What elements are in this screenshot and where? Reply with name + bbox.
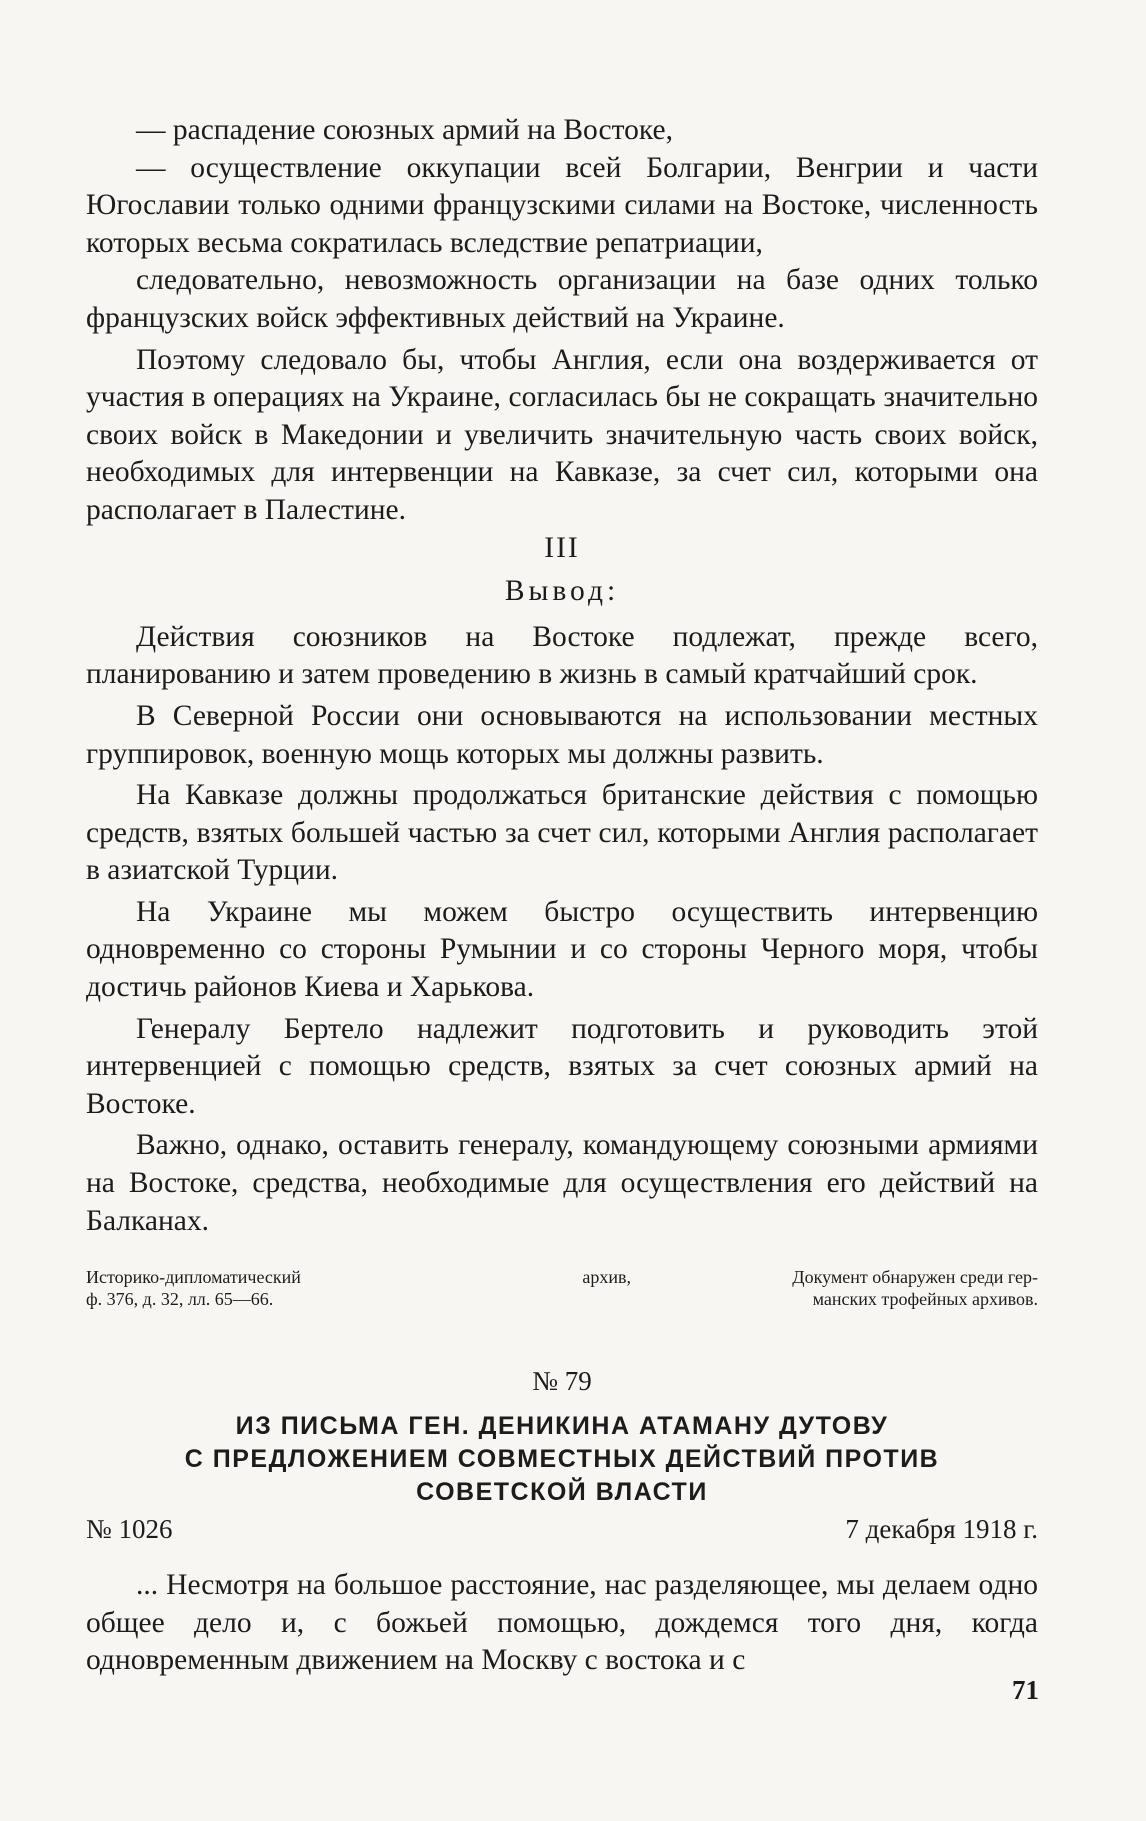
document-title-line-2: С ПРЕДЛОЖЕНИЕМ СОВМЕСТНЫХ ДЕЙСТВИЙ ПРОТИВ xyxy=(184,1445,940,1474)
archive-folio: ф. 376, д. 32, лл. 65—66. xyxy=(86,1289,274,1310)
source-citation xyxy=(86,1266,1038,1310)
provenance-line-2: манских трофейных архивов. xyxy=(812,1289,1038,1310)
paragraph-4: Поэтому следовало бы, чтобы Англия, если она воздерживается от участия в операциях на Украине, согласилась бы не сокращать значительно своих войск в Македонии и увеличить значительную часть своих войск, необходимых для интервенции на Кавказе, за счет сил, которыми она располагает в Палестине. xyxy=(86,343,1038,526)
paragraph-8: На Украине мы можем быстро осуществить интервенцию одновременно со стороны Румынии и со стороны Черного моря, чтобы достичь районов Киева и Харькова. xyxy=(86,895,1038,1004)
provenance-line-1: Документ обнаружен среди гер- xyxy=(792,1267,1038,1288)
document-provenance xyxy=(668,1266,1038,1310)
paragraph-1: — распадение союзных армий на Востоке, xyxy=(136,114,673,146)
document-title xyxy=(86,1410,1038,1509)
paragraph-7: На Кавказе должны продолжаться британские действия с помощью средств, взятых большей частью за счет сил, которыми Англия располагает в азиатской Турции. xyxy=(86,779,1038,887)
paragraph-3: следовательно, невозможность организации на базе одних только французских войск эффективных действий на Украине. xyxy=(86,264,1038,334)
archive-reference xyxy=(86,1266,631,1310)
page-number: 71 xyxy=(1012,1675,1039,1705)
paragraph-5: Действия союзников на Востоке подлежат, прежде всего, планированию и затем проведению в жизнь в самый кратчайший срок. xyxy=(86,620,1038,691)
document-title-line-3: СОВЕТСКОЙ ВЛАСТИ xyxy=(416,1478,708,1507)
document-number: № 79 xyxy=(532,1366,592,1397)
letter-paragraph: ... Несмотря на большое расстояние, нас разделяющее, мы делаем одно общее дело и, с божьей помощью, дождемся того дня, когда одновременным движением на Москву с востока и с xyxy=(86,1569,1038,1677)
section-number: III xyxy=(544,531,580,564)
document-title-line-1: ИЗ ПИСЬМА ГЕН. ДЕНИКИНА АТАМАНУ ДУТОВУ xyxy=(235,1412,889,1441)
document-date: 7 декабря 1918 г. xyxy=(845,1514,1038,1545)
archive-name: Историко-дипломатический архив, xyxy=(86,1267,631,1288)
paragraph-10: Важно, однако, оставить генералу, командующему союзными армиями на Востоке, средства, необходимые для осуществления его действий на Балканах. xyxy=(86,1129,1038,1237)
registration-number: № 1026 xyxy=(86,1514,173,1545)
paragraph-9: Генералу Бертело надлежит подготовить и руководить этой интервенцией с помощью средств, взятых за счет союзных армий на Востоке. xyxy=(86,1012,1038,1120)
paragraph-2: — осуществление оккупации всей Болгарии, Венгрии и части Югославии только одними французскими силами на Востоке, численность которых весьма сократилась вследствие репатриации, xyxy=(86,151,1038,259)
document-meta xyxy=(86,1513,1038,1545)
page-content xyxy=(86,112,1038,1680)
section-title: Вывод: xyxy=(504,575,620,608)
paragraph-6: В Северной России они основываются на использовании местных группировок, военную мощь которых мы должны развить. xyxy=(86,699,1038,770)
